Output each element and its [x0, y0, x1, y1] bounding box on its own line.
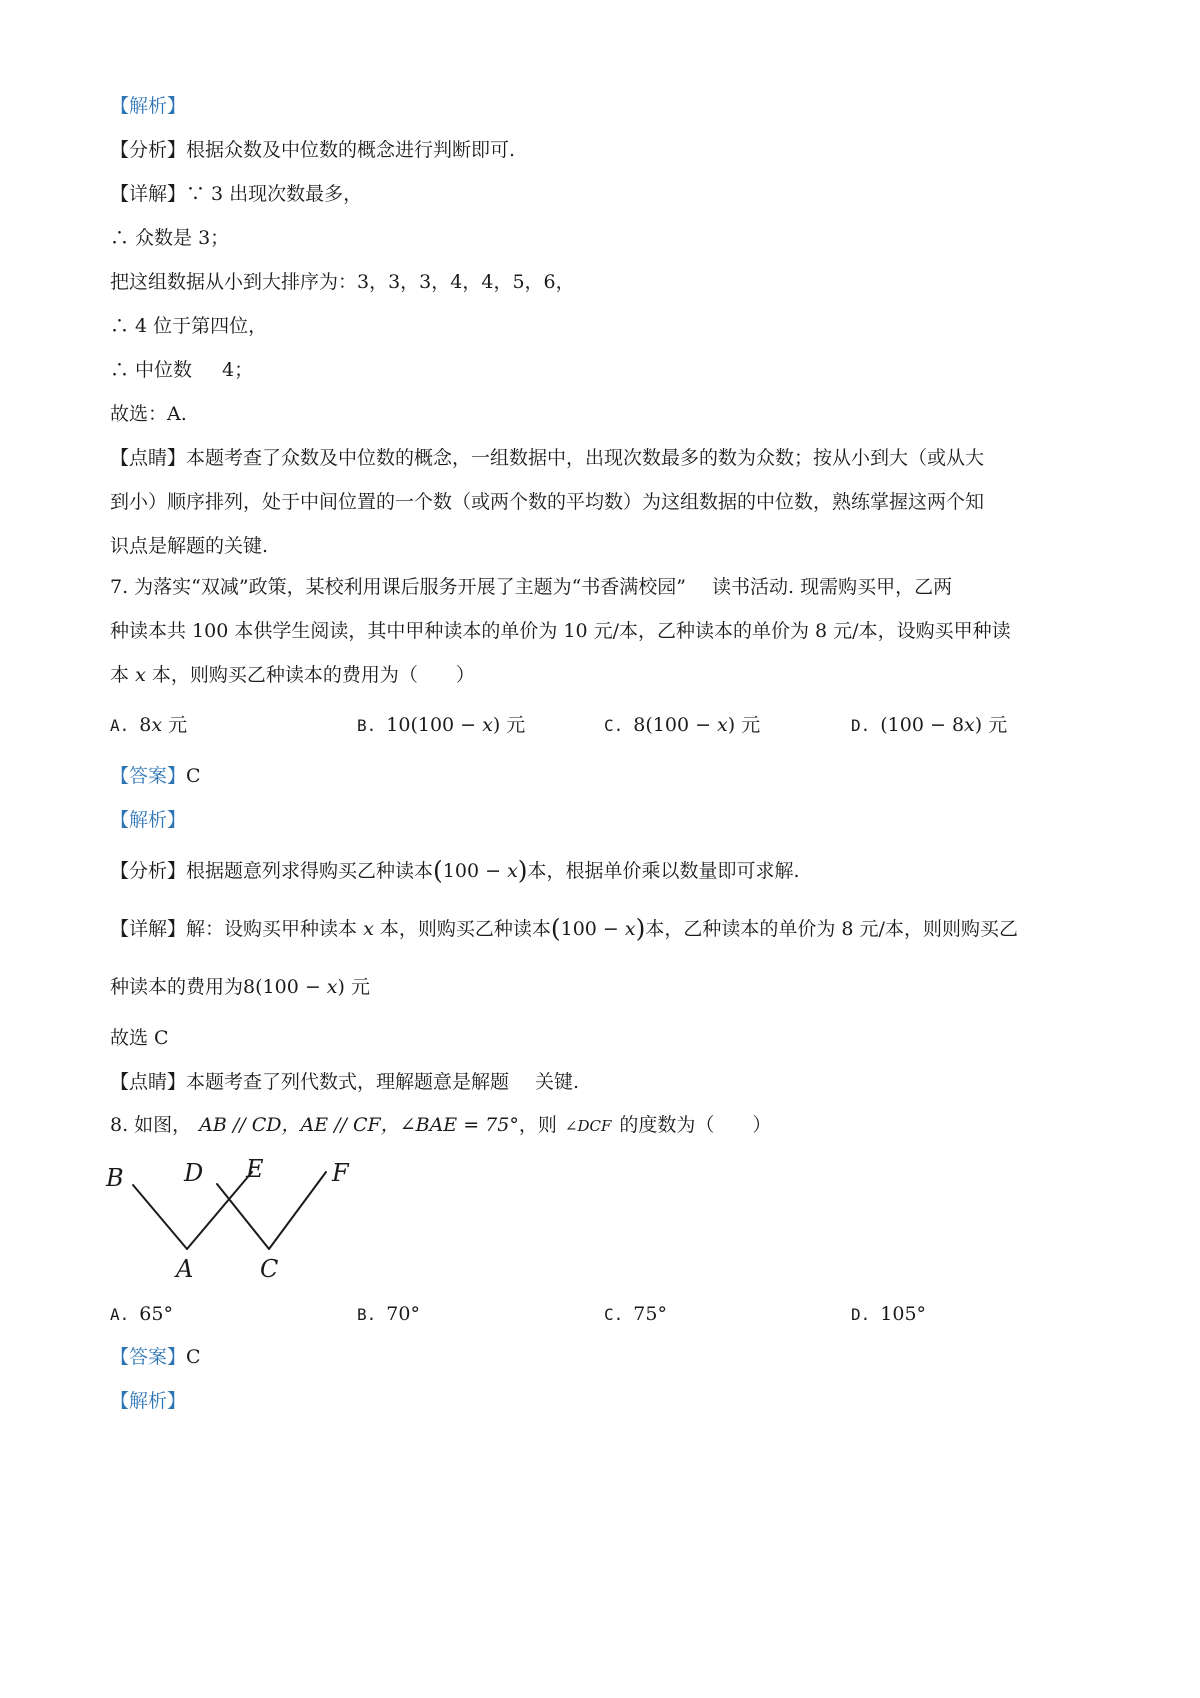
q8-option-b: B. 70° — [357, 1303, 420, 1325]
q7-choice: 故选 C — [110, 1027, 169, 1049]
detail-tag: 【详解】 — [110, 183, 187, 205]
analysis-text: 根据众数及中位数的概念进行判断即可. — [186, 139, 516, 161]
var-x: x — [135, 664, 146, 686]
q8-jiexi-label: 【解析】 — [110, 1390, 187, 1412]
q8-stem-angle: ∠DCF — [564, 1117, 612, 1135]
q7-answer — [110, 762, 201, 790]
q6-choice: 故选：A. — [110, 403, 187, 425]
detail-text: ∵ 3 出现次数最多， — [186, 183, 363, 205]
segment-cf — [269, 1172, 326, 1249]
q8-stem: 8. 如图， AB // CD，AE // CF，∠BAE = 75°，则 ∠DCF 的度数为（ ） — [110, 1114, 772, 1136]
q8-answer: 【答案】C — [110, 1346, 201, 1368]
point-d-label: D — [184, 1159, 204, 1187]
segment-ab — [133, 1185, 187, 1249]
q6-step-5 — [110, 356, 253, 384]
q7-option-b: B. 10(100 − x) 元 — [357, 714, 526, 736]
q6-comment-3: 识点是解题的关键. — [110, 535, 269, 557]
q7-stem-1b: 读书活动. 现需购买甲，乙两 — [712, 576, 953, 598]
q7-option-d: D. (100 − 8x) 元 — [851, 714, 1008, 736]
q7-analysis: 【分析】根据题意列求得购买乙种读本(100 − x)本，根据单价乘以数量即可求解. — [110, 856, 800, 885]
q6-comment-1 — [110, 444, 984, 472]
median-value: 4； — [222, 359, 254, 381]
q6-comment-2: 到小）顺序排列，处于中间位置的一个数（或两个数的平均数）为这组数据的中位数，熟练掌握这两个知 — [110, 491, 985, 513]
q7-detail-2: 种读本的费用为8(100 − x) 元 — [110, 976, 370, 998]
q8-option-a: A. 65° — [110, 1303, 173, 1325]
analysis-tag: 【分析】 — [110, 139, 187, 161]
q7-detail-1: 【详解】解：设购买甲种读本 x 本，则购买乙种读本(100 − x)本，乙种读本的单价为 8 元/本，则则购买乙 — [110, 914, 1018, 943]
q6-detail — [110, 180, 362, 208]
q7-stem-3: 本 x 本，则购买乙种读本的费用为（ ） — [110, 664, 475, 686]
comment-text: 本题考查了众数及中位数的概念，一组数据中，出现次数最多的数为众数；按从小到大（或从大 — [186, 447, 985, 469]
q6-step-2: ∴ 众数是 3； — [110, 227, 230, 249]
q8-option-d: D. 105° — [851, 1303, 927, 1325]
q7-stem-2: 种读本共 100 本供学生阅读，其中甲种读本的单价为 10 元/本，乙种读本的单价为 8 元/本，设购买甲种读 — [110, 620, 1011, 642]
q7-stem-1a: 7. 为落实“双减”政策，某校利用课后服务开展了主题为“书香满校园” — [110, 576, 687, 598]
segment-dc — [217, 1184, 269, 1249]
q8-option-c: C. 75° — [604, 1303, 667, 1325]
q7-stem-1 — [110, 573, 952, 601]
q7-jiexi-label: 【解析】 — [110, 809, 187, 831]
q6-analysis — [110, 136, 515, 164]
point-a-label: A — [176, 1255, 194, 1283]
point-f-label: F — [332, 1159, 349, 1187]
point-e-label: E — [246, 1155, 264, 1183]
q8-figure — [100, 1155, 400, 1290]
point-c-label: C — [260, 1255, 279, 1283]
q7-option-a: A. 8x 元 — [110, 714, 188, 736]
q8-stem-math: AB // CD，AE // CF，∠BAE = 75° — [199, 1114, 519, 1136]
q7-comment: 【点睛】本题考查了列代数式，理解题意是解题 关键. — [110, 1071, 580, 1093]
q6-step-3: 把这组数据从小到大排序为：3，3，3，4，4，5，6， — [110, 271, 575, 293]
answer-value: C — [186, 765, 201, 787]
answer-tag: 【答案】 — [110, 765, 187, 787]
q6-jiexi-label: 【解析】 — [110, 95, 187, 117]
median-text: ∴ 中位数 — [110, 359, 193, 381]
point-b-label: B — [106, 1164, 124, 1192]
q7-option-c: C. 8(100 − x) 元 — [604, 714, 761, 736]
comment-tag: 【点睛】 — [110, 447, 187, 469]
q6-step-4: ∴ 4 位于第四位， — [110, 315, 268, 337]
